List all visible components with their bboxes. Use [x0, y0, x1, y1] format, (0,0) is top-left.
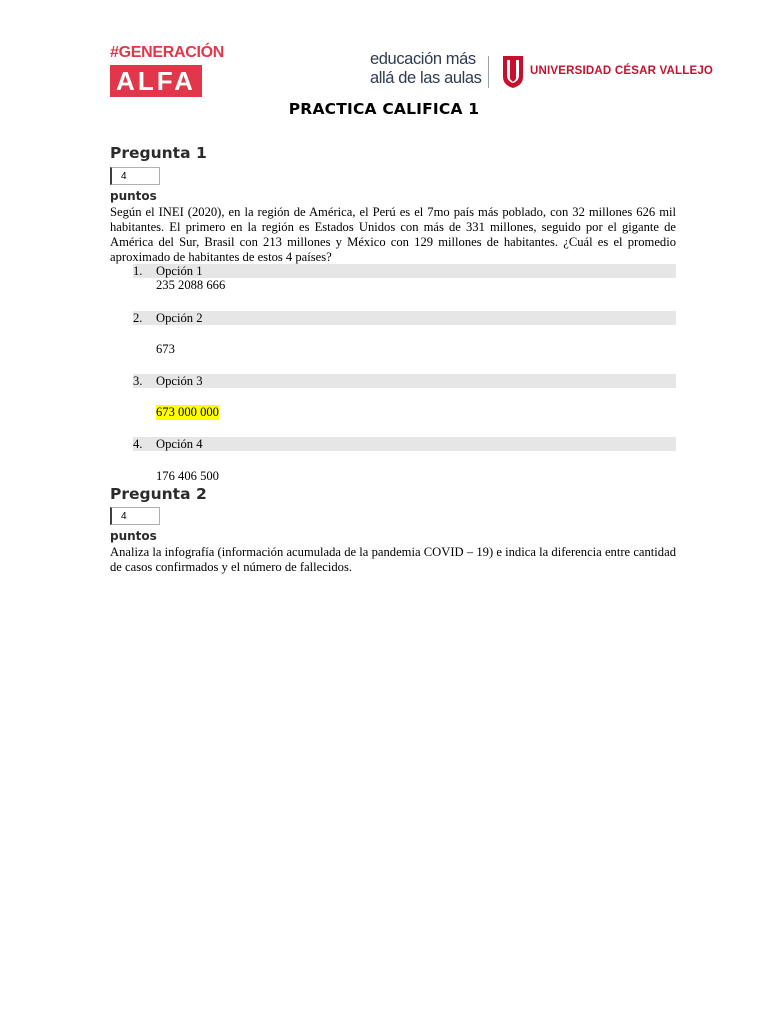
option-label: Opción 1	[156, 264, 203, 278]
generacion-alfa-logo	[110, 44, 225, 97]
option-label: Opción 2	[156, 311, 203, 325]
option-label: Opción 3	[156, 374, 203, 388]
question-1-option-3[interactable]	[133, 374, 676, 388]
university-name: UNIVERSIDAD CÉSAR VALLEJO	[530, 65, 714, 77]
question-1-heading: Pregunta 1	[110, 144, 207, 162]
ucv-shield-icon	[502, 55, 524, 89]
option-label: Opción 4	[156, 437, 203, 451]
question-1-option-1[interactable]	[133, 264, 676, 278]
page-title: PRACTICA CALIFICA 1	[288, 100, 480, 118]
slogan-logo	[370, 50, 480, 88]
header-divider	[488, 56, 489, 88]
question-2-heading: Pregunta 2	[110, 485, 207, 503]
question-1-option-1-value: 235 2088 666	[156, 278, 226, 292]
question-1-option-2[interactable]	[133, 311, 676, 325]
option-number: 3.	[133, 374, 143, 388]
option-number: 1.	[133, 264, 143, 278]
option-number: 4.	[133, 437, 143, 451]
slogan-line-1: educación más	[370, 50, 476, 68]
question-1-points-label: puntos	[110, 189, 157, 203]
question-2-text: Analiza la infografía (información acumulada de la pandemia COVID – 19) e indica la diferencia entre cantidad de casos confirmados y el número de fallecidos.	[110, 545, 676, 574]
question-2-points-input[interactable]	[110, 507, 160, 525]
slogan-line-2: allá de las aulas	[370, 69, 482, 87]
brand-tag: #GENERACIÓN	[110, 44, 225, 61]
question-2-points-label: puntos	[110, 529, 157, 543]
question-1-option-3-value: 673 000 000	[156, 405, 219, 419]
question-1-text: Según el INEI (2020), en la región de América, el Perú es el 7mo país más poblado, con 32 millones 626 mil habitantes. El primero en la región es Estados Unidos con más de 331 millones, seguido por el gigante de América del Sur, Brasil con 213 millones y México con 129 millones de habitantes. ¿Cuál es el promedio aproximado de habitantes de estos 4 países?	[110, 205, 676, 264]
question-1-option-4-value: 176 406 500	[156, 469, 219, 483]
question-1-points-input[interactable]	[110, 167, 160, 185]
option-number: 2.	[133, 311, 143, 325]
question-1-option-4[interactable]	[133, 437, 676, 451]
question-1-option-2-value: 673	[156, 342, 175, 356]
brand-name: ALFA	[110, 65, 202, 97]
